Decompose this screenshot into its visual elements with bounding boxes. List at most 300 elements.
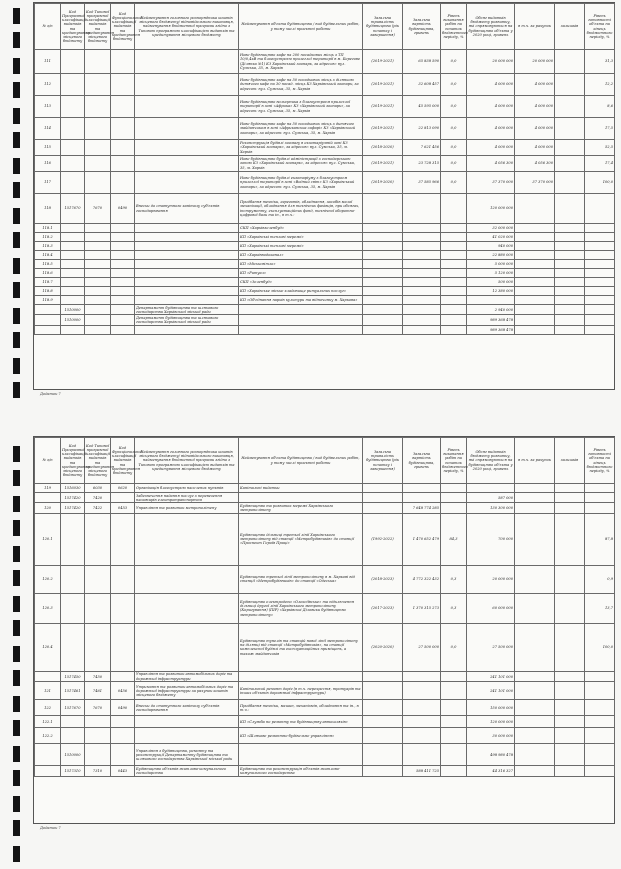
expenditure-volume: 30 000 000 (467, 728, 515, 744)
total-cost (403, 233, 441, 242)
duration (363, 728, 403, 744)
program-code (61, 242, 85, 251)
header-program-code: Код Програмної класифікації видатків та кредитування місцевого бюджету (61, 4, 85, 50)
duration: (2019-2020) (363, 172, 403, 194)
total-cost (403, 194, 441, 224)
row-number (35, 315, 61, 325)
expenditure-table-2 (34, 437, 615, 777)
object-name: Нове будівництво будівлі екзотаріуму з благоустроєм прилеглої території в зоні «Водний світ» КЗ «Харківський зоопарк», за адресою: вул. Сумська, 35, м. Харків (239, 172, 363, 194)
total-cost: 22 813 090 (403, 118, 441, 140)
table-row (35, 513, 615, 565)
program-code (61, 565, 85, 593)
typical-code (85, 156, 111, 172)
functional-code (111, 728, 135, 744)
table-row (35, 728, 615, 744)
object-name (239, 305, 363, 315)
readiness-value (585, 194, 615, 224)
completion-level (441, 682, 467, 700)
manager-name: Внески до статутного капіталу суб'єктів господарювання (135, 700, 239, 716)
program-code: 1516030 (61, 484, 85, 493)
completion-level (441, 671, 467, 681)
expenditure-volume: 41 020 000 (467, 233, 515, 242)
including-value (515, 233, 555, 242)
including-value (515, 493, 555, 503)
functional-code (111, 233, 135, 242)
expenditure-volume: 2 940 000 (467, 305, 515, 315)
program-code (61, 593, 85, 623)
including-value (515, 484, 555, 493)
typical-code: 7670 (85, 194, 111, 224)
binding-mark (13, 846, 20, 862)
manager-name: Управління та розвиток метрополітену (135, 503, 239, 513)
readiness-value: 8,6 (585, 96, 615, 118)
readiness-value: 13,7 (585, 593, 615, 623)
including-value (515, 700, 555, 716)
expenditure-volume: 4 000 000 (467, 140, 515, 156)
total-cost (403, 287, 441, 296)
typical-code: 7420 (85, 493, 111, 503)
readiness-value (585, 744, 615, 766)
functional-code: 0490 (111, 700, 135, 716)
expenditure-volume: 241 101 000 (467, 682, 515, 700)
binding-mark (13, 746, 20, 762)
row-number: 121 (35, 682, 61, 700)
completion-level (441, 296, 467, 305)
including-value (515, 287, 555, 296)
manager-name (135, 278, 239, 287)
typical-code (85, 287, 111, 296)
remainders-value (555, 224, 585, 233)
expenditure-volume: 150 000 000 (467, 700, 515, 716)
typical-code (85, 593, 111, 623)
duration (363, 296, 403, 305)
total-cost (403, 296, 441, 305)
binding-mark (13, 446, 20, 462)
remainders-value (555, 233, 585, 242)
binding-mark (13, 158, 20, 174)
manager-name: Управління з будівництва, ремонту та реконструкції Департаменту будівництва та шляхового господарства Харківської міської ради (135, 744, 239, 766)
manager-name (135, 172, 239, 194)
remainders-value (555, 305, 585, 315)
readiness-value: 100,0 (585, 172, 615, 194)
table-row (35, 242, 615, 251)
including-value (515, 513, 555, 565)
object-name (239, 325, 363, 334)
binding-mark (13, 570, 20, 586)
remainders-value (555, 513, 585, 565)
manager-name (135, 593, 239, 623)
binding-mark (13, 108, 20, 124)
table-row (35, 140, 615, 156)
table-row (35, 172, 615, 194)
object-name: Нове будівництво кафе на 50 посадкових місць з дитячим майданчиком в зоні «Африканська сафарі» КЗ «Харківський зоопарк», за адресою: вул. Сумська, 35, м. Харків (239, 118, 363, 140)
readiness-value (585, 287, 615, 296)
completion-level (441, 224, 467, 233)
table-header-row (35, 438, 615, 484)
remainders-value (555, 278, 585, 287)
manager-name: Забезпечення надання послуг з перевезення пасажирів електротранспортом (135, 493, 239, 503)
object-name: КП «Міськсвітло» (239, 260, 363, 269)
program-code (61, 716, 85, 728)
row-number: 118.3 (35, 242, 61, 251)
row-number: 120 (35, 503, 61, 513)
functional-code (111, 565, 135, 593)
binding-mark (13, 646, 20, 662)
remainders-value (555, 74, 585, 96)
row-number: 111 (35, 50, 61, 74)
duration (363, 716, 403, 728)
manager-name: Утримання та розвиток автомобільних доріг та дорожньої інфраструктури за рахунок коштів місцевого бюджету (135, 682, 239, 700)
remainders-value (555, 682, 585, 700)
completion-level (441, 278, 467, 287)
table-row (35, 700, 615, 716)
remainders-value (555, 50, 585, 74)
functional-code (111, 140, 135, 156)
total-cost (403, 278, 441, 287)
header-duration: Загальна тривалість будівництва (рік початку і завершення) (363, 438, 403, 484)
expenditure-volume: 12 380 000 (467, 287, 515, 296)
including-value: 4 000 000 (515, 140, 555, 156)
binding-mark (13, 58, 20, 74)
including-value (515, 716, 555, 728)
header-remainders: залишків (555, 438, 585, 484)
program-code (61, 513, 85, 565)
functional-code (111, 493, 135, 503)
object-name: Будівництво третьої лінії метрополітену в м. Харкові від станції «Метробудівників» до станції «Одеська» (239, 565, 363, 593)
including-value (515, 766, 555, 776)
readiness-value (585, 296, 615, 305)
expenditure-volume: 587 000 (467, 493, 515, 503)
binding-mark (13, 8, 20, 24)
object-name: КП «Шляхове ремонтно-будівельне управління» (239, 728, 363, 744)
completion-level (441, 716, 467, 728)
row-number: 112 (35, 74, 61, 96)
including-value: 37 370 000 (515, 172, 555, 194)
readiness-value (585, 260, 615, 269)
program-code (61, 296, 85, 305)
object-name: КП «Харківське міське кладовище ритуальних послуг» (239, 287, 363, 296)
including-value (515, 744, 555, 766)
manager-name: Департамент будівництва та шляхового господарства Харківської міської ради (135, 305, 239, 315)
binding-mark (13, 258, 20, 274)
functional-code (111, 74, 135, 96)
expenditure-volume: 120 000 000 (467, 194, 515, 224)
binding-mark (13, 208, 20, 224)
including-value (515, 278, 555, 287)
manager-name (135, 140, 239, 156)
manager-name: Департамент будівництва та шляхового господарства Харківської міської ради (135, 315, 239, 325)
object-name: Нове будівництво вольєрника з благоустроєм прилеглої території в зоні «Африка» КЗ «Харківський зоопарк», за адресою: вул. Сумська, 35, м. Харків (239, 96, 363, 118)
readiness-value (585, 325, 615, 334)
table-row (35, 503, 615, 513)
binding-mark (13, 796, 20, 812)
manager-name (135, 251, 239, 260)
total-cost (403, 728, 441, 744)
completion-level (441, 233, 467, 242)
completion-level (441, 503, 467, 513)
completion-level: 0,0 (441, 50, 467, 74)
table-row (35, 96, 615, 118)
functional-code: 0490 (111, 194, 135, 224)
typical-code (85, 50, 111, 74)
manager-name (135, 50, 239, 74)
table-row (35, 287, 615, 296)
row-number: 118.1 (35, 224, 61, 233)
total-cost: 1 370 315 273 (403, 593, 441, 623)
including-value (515, 305, 555, 315)
manager-name: Управління та розвиток автомобільних доріг та дорожньої інфраструктури (135, 671, 239, 681)
table-row (35, 118, 615, 140)
total-cost: 7 621 456 (403, 140, 441, 156)
row-number: 116 (35, 156, 61, 172)
readiness-value (585, 671, 615, 681)
manager-name (135, 325, 239, 334)
table-row (35, 671, 615, 681)
duration (363, 671, 403, 681)
object-name: Реконструкція будівлі зоомагу в екзотаріумній зоні КЗ «Харківський зоопарк», за адресою: вул. Сумська, 35, м. Харків (239, 140, 363, 156)
binding-mark (13, 670, 20, 686)
program-code: 1510000 (61, 305, 85, 315)
expenditure-volume: 27 500 000 (467, 623, 515, 671)
completion-level (441, 484, 467, 493)
manager-name (135, 118, 239, 140)
remainders-value (555, 565, 585, 593)
program-code (61, 287, 85, 296)
binding-mark (13, 82, 20, 98)
readiness-value (585, 224, 615, 233)
readiness-value (585, 728, 615, 744)
page-footer-1: Додаток 7 (40, 392, 61, 396)
binding-mark (13, 282, 20, 298)
duration: (2019-2021) (363, 74, 403, 96)
binding-mark (13, 182, 20, 198)
table-page-2 (33, 436, 615, 824)
program-code (61, 260, 85, 269)
manager-name (135, 96, 239, 118)
typical-code (85, 269, 111, 278)
header-manager-name: Найменування головного розпорядника коштів місцевого бюджету/ відповідального виконавця, найменування бюджетної програми згідно з Типовою програмною класифікацією видатків та кредитування місцевого бюджету (135, 4, 239, 50)
program-code (61, 251, 85, 260)
object-name (239, 744, 363, 766)
row-number (35, 744, 61, 766)
including-value (515, 325, 555, 334)
remainders-value (555, 716, 585, 728)
row-number: 118.9 (35, 296, 61, 305)
duration: (2018-2020) (363, 140, 403, 156)
object-name: КП «Харківські теплові мережі» (239, 242, 363, 251)
expenditure-volume: 5 120 000 (467, 269, 515, 278)
total-cost (403, 325, 441, 334)
remainders-value (555, 671, 585, 681)
including-value (515, 623, 555, 671)
object-name: Будівництво та реконструкція об'єктів житлово-комунального господарства (239, 766, 363, 776)
program-code (61, 623, 85, 671)
remainders-value (555, 96, 585, 118)
total-cost (403, 716, 441, 728)
readiness-value (585, 242, 615, 251)
expenditure-volume: 700 000 (467, 513, 515, 565)
table-row (35, 744, 615, 766)
duration (363, 242, 403, 251)
typical-code (85, 224, 111, 233)
header-typical-code: Код Типової програмної класифікації видатків та кредитування місцевого бюджету (85, 4, 111, 50)
table-row (35, 484, 615, 493)
row-number: 120.4 (35, 623, 61, 671)
program-code: 1517420 (61, 493, 85, 503)
table-row (35, 623, 615, 671)
typical-code (85, 744, 111, 766)
total-cost (403, 682, 441, 700)
remainders-value (555, 242, 585, 251)
binding-mark (13, 720, 20, 736)
manager-name (135, 260, 239, 269)
row-number: 118.4 (35, 251, 61, 260)
remainders-value (555, 287, 585, 296)
object-name: Будівництво електродепо «Олексіївське» та підключення дільниці другої лінії Харківського метрополітену (Коригування) (ПІР) «Харківські Діловики будівництво метрополітену» (239, 593, 363, 623)
program-code: 1517670 (61, 700, 85, 716)
functional-code: 0620 (111, 484, 135, 493)
binding-mark (13, 358, 20, 374)
expenditure-volume (467, 296, 515, 305)
table-row (35, 682, 615, 700)
row-number: 122 (35, 700, 61, 716)
remainders-value (555, 251, 585, 260)
typical-code: 7422 (85, 503, 111, 513)
table-row (35, 305, 615, 315)
remainders-value (555, 593, 585, 623)
typical-code (85, 513, 111, 565)
total-cost (403, 493, 441, 503)
including-value (515, 296, 555, 305)
remainders-value (555, 493, 585, 503)
typical-code (85, 118, 111, 140)
including-value: 4 056 300 (515, 156, 555, 172)
typical-code (85, 325, 111, 334)
typical-code: 7461 (85, 682, 111, 700)
manager-name (135, 74, 239, 96)
header-including: в т.ч. за рахунок (515, 438, 555, 484)
remainders-value (555, 325, 585, 334)
typical-code (85, 251, 111, 260)
including-value (515, 315, 555, 325)
duration: (2020-2020) (363, 623, 403, 671)
header-program-code: Код Програмної класифікації видатків та кредитування місцевого бюджету (61, 438, 85, 484)
object-name: Будівництво дільниці третьої лінії Харківського метрополітену від станції «Метробудівників» до станції «Проспект Героїв Праці» (239, 513, 363, 565)
program-code (61, 278, 85, 287)
including-value (515, 671, 555, 681)
remainders-value (555, 156, 585, 172)
manager-name (135, 623, 239, 671)
table-row (35, 493, 615, 503)
completion-level (441, 194, 467, 224)
typical-code (85, 296, 111, 305)
table-row (35, 224, 615, 233)
table-row (35, 278, 615, 287)
total-cost (403, 671, 441, 681)
header-readiness: Рівень готовності об'єкта на кінець бюджетного періоду, % (585, 438, 615, 484)
total-cost: 37 585 966 (403, 172, 441, 194)
expenditure-table-1 (34, 3, 615, 335)
row-number: 118.7 (35, 278, 61, 287)
remainders-value (555, 140, 585, 156)
remainders-value (555, 700, 585, 716)
program-code (61, 50, 85, 74)
readiness-value: 17,5 (585, 118, 615, 140)
completion-level: 0,0 (441, 74, 467, 96)
header-object-name: Найменування об'єкта будівництва / вид будівельних робіт, у тому числі проектні роботи (239, 438, 363, 484)
duration: (2019-2021) (363, 96, 403, 118)
duration: (2019-2021) (363, 50, 403, 74)
functional-code (111, 242, 135, 251)
functional-code (111, 671, 135, 681)
table-row (35, 50, 615, 74)
binding-mark (13, 232, 20, 248)
readiness-value: 12,2 (585, 74, 615, 96)
readiness-value: 100,0 (585, 623, 615, 671)
manager-name (135, 565, 239, 593)
functional-code: 0453 (111, 503, 135, 513)
total-cost (403, 305, 441, 315)
table-row (35, 233, 615, 242)
functional-code (111, 305, 135, 315)
completion-level (441, 766, 467, 776)
remainders-value (555, 766, 585, 776)
table-row (35, 296, 615, 305)
duration (363, 484, 403, 493)
typical-code (85, 233, 111, 242)
functional-code: 0443 (111, 766, 135, 776)
manager-name (135, 233, 239, 242)
object-name: КП «Харківводоканал» (239, 251, 363, 260)
program-code (61, 118, 85, 140)
functional-code (111, 296, 135, 305)
program-code: 1510000 (61, 315, 85, 325)
functional-code (111, 593, 135, 623)
duration (363, 251, 403, 260)
object-name: Капітальний ремонт доріг (в т.ч. перехрестя, тротуарів та інших об'єктів дорожньої інфраструктури) (239, 682, 363, 700)
header-remainders: залишків (555, 4, 585, 50)
binding-mark (13, 596, 20, 612)
expenditure-volume: 241 101 000 (467, 671, 515, 681)
table-row (35, 315, 615, 325)
header-total-cost: Загальна вартість будівництва, гривень (403, 438, 441, 484)
row-number: 120.3 (35, 593, 61, 623)
typical-code (85, 140, 111, 156)
functional-code (111, 513, 135, 565)
table-row (35, 260, 615, 269)
total-cost (403, 315, 441, 325)
binding-mark (13, 32, 20, 48)
object-name: КП «Служба по ремонту та будівництву автошляхів» (239, 716, 363, 728)
duration: (2017-2023) (363, 593, 403, 623)
expenditure-volume: 500 000 (467, 278, 515, 287)
typical-code (85, 315, 111, 325)
typical-code (85, 278, 111, 287)
object-name: СКП «Харківзеленбуд» (239, 224, 363, 233)
expenditure-volume: 44 316 327 (467, 766, 515, 776)
typical-code (85, 242, 111, 251)
remainders-value (555, 484, 585, 493)
typical-code (85, 728, 111, 744)
manager-name (135, 728, 239, 744)
typical-code (85, 172, 111, 194)
expenditure-volume: 37 370 000 (467, 172, 515, 194)
completion-level (441, 260, 467, 269)
functional-code (111, 156, 135, 172)
object-name: Придбання техніки, машин, механізмів, обладнання та ін., в т.ч.: (239, 700, 363, 716)
readiness-value: 17,4 (585, 156, 615, 172)
completion-level: 0,0 (441, 140, 467, 156)
